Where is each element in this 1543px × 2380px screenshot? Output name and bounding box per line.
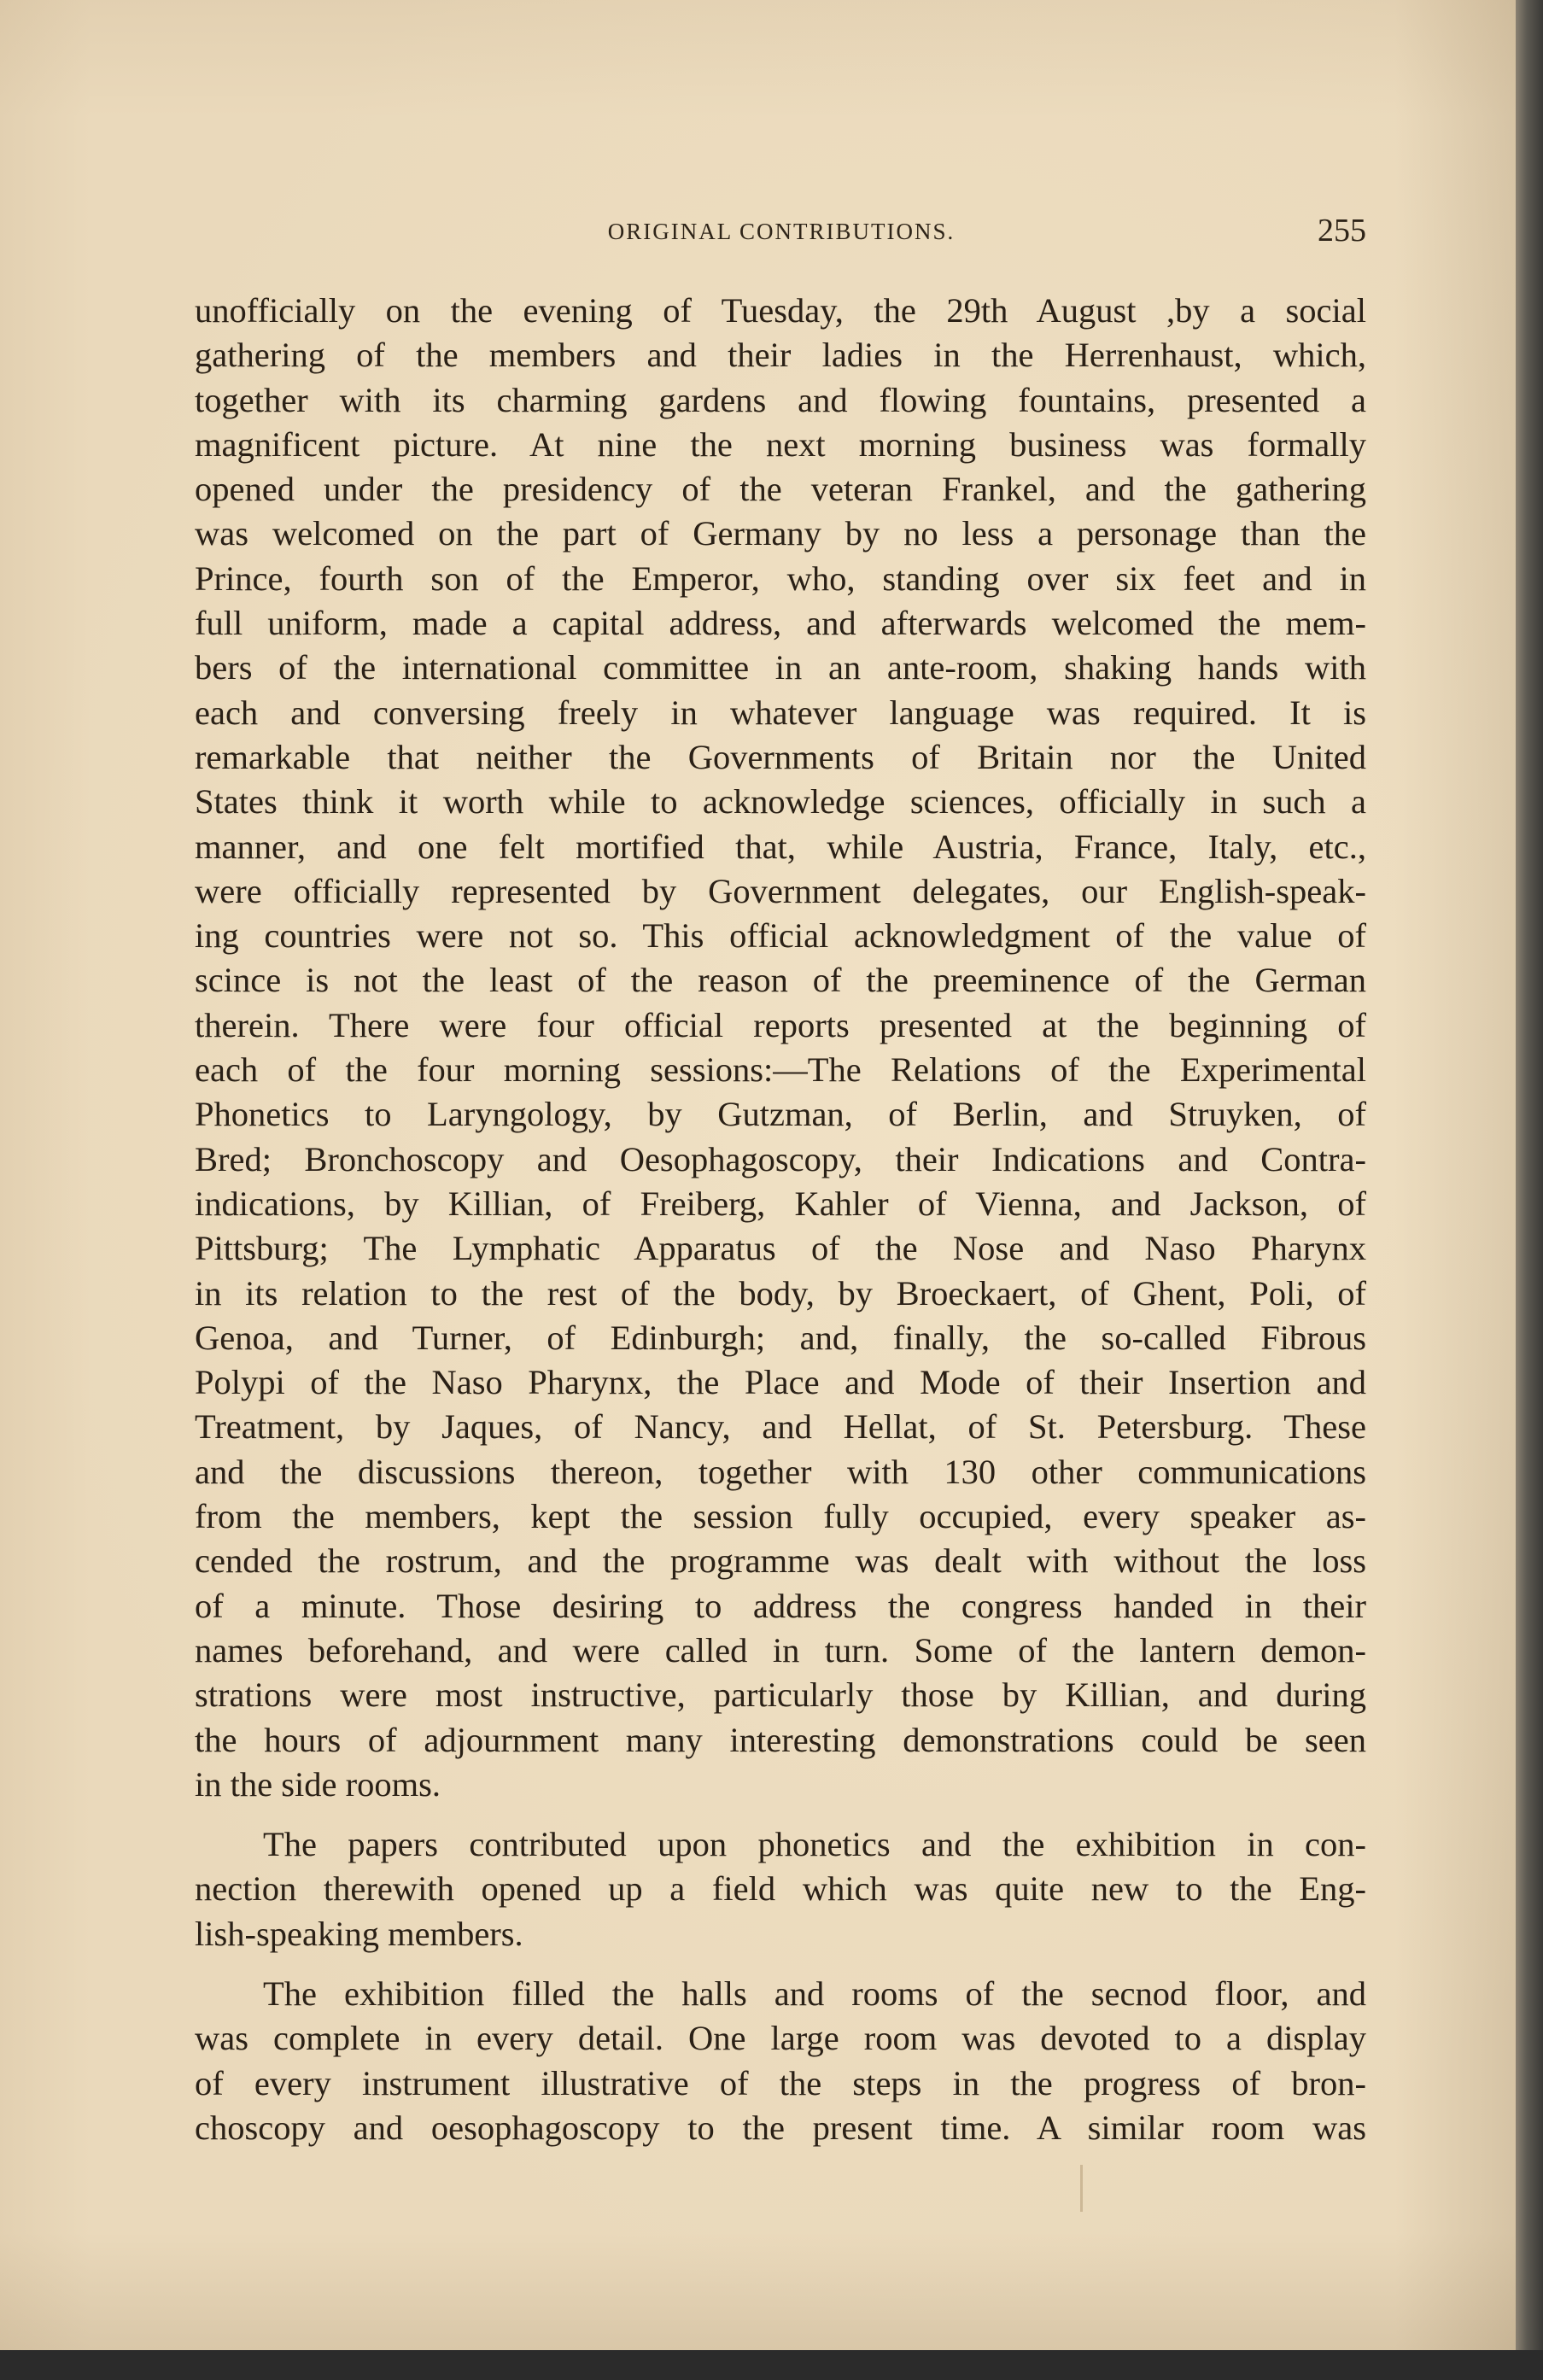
- text-line: bers of the international committee in an ante-room, shaking hands with: [195, 648, 1366, 687]
- paragraph-3: [195, 1972, 1366, 2150]
- text-line: magnificent picture. At nine the next morning business was formally: [195, 424, 1366, 464]
- text-line: lish-speaking members.: [195, 1914, 523, 1953]
- text-line: strations were most instructive, particularly those by Killian, and during: [195, 1675, 1366, 1715]
- text-line: Prince, fourth son of the Emperor, who, standing over six feet and in: [195, 558, 1366, 598]
- text-line: each of the four morning sessions:—The Relations of the Experimental: [195, 1050, 1366, 1090]
- text-line: remarkable that neither the Governments of Britain nor the United: [195, 737, 1366, 776]
- text-line: Genoa, and Turner, of Edinburgh; and, finally, the so-called Fibrous: [195, 1318, 1366, 1357]
- text-line: was complete in every detail. One large room was devoted to a display: [195, 2019, 1366, 2058]
- book-edge-bottom: [0, 2350, 1543, 2380]
- text-line: Treatment, by Jaques, of Nancy, and Hellat, of St. Petersburg. These: [195, 1407, 1366, 1447]
- text-line: together with its charming gardens and flowing fountains, presented a: [195, 380, 1366, 419]
- book-edge-right: [1516, 0, 1543, 2350]
- running-head-title: ORIGINAL CONTRIBUTIONS.: [607, 219, 956, 244]
- page-number: 255: [1318, 213, 1366, 249]
- text-line: of every instrument illustrative of the steps in the progress of bron-: [195, 2063, 1366, 2102]
- text-line: The exhibition filled the halls and rooms of the secnod floor, and: [263, 1974, 1366, 2013]
- text-line: was welcomed on the part of Germany by no less a personage than the: [195, 514, 1366, 553]
- body-text: [195, 289, 1366, 2150]
- text-line: Polypi of the Naso Pharynx, the Place and Mode of their Insertion and: [195, 1363, 1366, 1402]
- text-line: names beforehand, and were called in turn. Some of the lantern demon-: [195, 1630, 1366, 1670]
- text-line: choscopy and oesophagoscopy to the present time. A similar room was: [195, 2108, 1366, 2147]
- text-line: States think it worth while to acknowledge sciences, officially in such a: [195, 782, 1366, 822]
- paragraph-2: [195, 1822, 1366, 1956]
- text-line: each and conversing freely in whatever language was required. It is: [195, 693, 1366, 732]
- text-line: therein. There were four official reports presented at the beginning of: [195, 1005, 1366, 1044]
- text-line: the hours of adjournment many interesting demonstrations could be seen: [195, 1720, 1366, 1759]
- text-line: cended the rostrum, and the programme was dealt with without the loss: [195, 1541, 1366, 1581]
- paper-mark: [1080, 2165, 1083, 2212]
- running-head: [196, 212, 1366, 254]
- text-line: gathering of the members and their ladies in the Herrenhaust, which,: [195, 336, 1366, 375]
- paragraph-1: [195, 289, 1366, 1807]
- text-line: Bred; Bronchoscopy and Oesophagoscopy, their Indications and Contra-: [195, 1139, 1366, 1178]
- text-line: in the side rooms.: [195, 1764, 441, 1804]
- text-line: from the members, kept the session fully occupied, every speaker as-: [195, 1497, 1366, 1536]
- text-line: of a minute. Those desiring to address the congress handed in their: [195, 1586, 1366, 1625]
- text-line: opened under the presidency of the veteran Frankel, and the gathering: [195, 470, 1366, 509]
- text-line: The papers contributed upon phonetics and the exhibition in con-: [263, 1825, 1366, 1864]
- text-line: were officially represented by Government delegates, our English-speak-: [195, 871, 1366, 910]
- text-line: ing countries were not so. This official acknowledgment of the value of: [195, 916, 1366, 956]
- text-line: manner, and one felt mortified that, while Austria, France, Italy, etc.,: [195, 827, 1366, 866]
- text-line: in its relation to the rest of the body, by Broeckaert, of Ghent, Poli, of: [195, 1273, 1366, 1313]
- text-line: and the discussions thereon, together with 130 other communications: [195, 1452, 1366, 1491]
- text-line: Phonetics to Laryngology, by Gutzman, of Berlin, and Struyken, of: [195, 1095, 1366, 1134]
- text-line: indications, by Killian, of Freiberg, Kahler of Vienna, and Jackson, of: [195, 1184, 1366, 1223]
- text-line: scince is not the least of the reason of the preeminence of the German: [195, 961, 1366, 1000]
- text-line: unofficially on the evening of Tuesday, the 29th August ,by a social: [195, 291, 1366, 330]
- text-line: Pittsburg; The Lymphatic Apparatus of the Nose and Naso Pharynx: [195, 1229, 1366, 1268]
- text-line: full uniform, made a capital address, and afterwards welcomed the mem-: [195, 604, 1366, 643]
- text-line: nection therewith opened up a field which was quite new to the Eng-: [195, 1869, 1366, 1909]
